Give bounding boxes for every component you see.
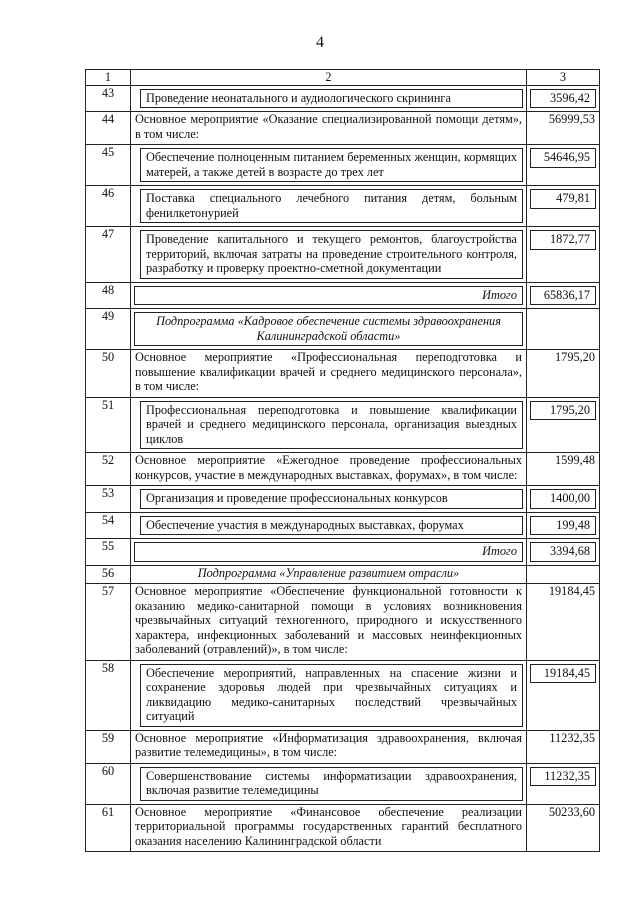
- row-value: 19184,45: [527, 584, 600, 661]
- row-number: 58: [86, 660, 131, 730]
- subprogram-title: Подпрограмма «Кадровое обеспечение системы здравоохранения Калининградской области»: [134, 312, 523, 346]
- row-description: Основное мероприятие «Профессиональная переподготовка и повышение квалификации врачей и среднего медицинского персонала», в том числе:: [131, 350, 527, 398]
- row-value: 1872,77: [530, 230, 596, 250]
- row-value: [527, 565, 600, 584]
- row-description: Профессиональная переподготовка и повышение квалификации врачей и среднего медицинского персонала, организация выездных циклов: [140, 401, 523, 450]
- row-number: 57: [86, 584, 131, 661]
- total-label: Итого: [134, 286, 523, 306]
- table-row-total: [86, 539, 600, 566]
- row-value: 1795,20: [530, 401, 596, 421]
- row-description: Поставка специального лечебного питания детям, больным фенилкетонурией: [140, 189, 523, 223]
- row-number: 49: [86, 309, 131, 350]
- row-number: 56: [86, 565, 131, 584]
- row-description: Обеспечение мероприятий, направленных на спасение жизни и сохранение здоровья людей при чрезвычайных ситуациях и ликвидацию медико-санитарных последствий чрезвычайных ситуаций: [140, 664, 523, 727]
- table-row: [86, 453, 600, 486]
- table-row: [86, 227, 600, 283]
- table-row-total: [86, 282, 600, 309]
- row-number: 55: [86, 539, 131, 566]
- row-description: Совершенствование системы информатизации здравоохранения, включая развитие телемедицины: [140, 767, 523, 801]
- row-description: Проведение неонатального и аудиологического скрининга: [140, 89, 523, 109]
- table-row: [86, 584, 600, 661]
- row-description: Основное мероприятие «Финансовое обеспечение реализации территориальной программы государственных гарантий бесплатного оказания населению Калининградской области: [131, 804, 527, 852]
- row-value: 3596,42: [530, 89, 596, 109]
- table-row: [86, 763, 600, 804]
- table-header-row: [86, 70, 600, 86]
- table-row: [86, 660, 600, 730]
- row-value: [527, 309, 600, 350]
- row-value: 1400,00: [530, 489, 596, 509]
- row-number: 47: [86, 227, 131, 283]
- row-description: Проведение капитального и текущего ремонтов, благоустройства территорий, включая затраты на проведение строительного контроля, разработку и проверку проектно-сметной документации: [140, 230, 523, 279]
- row-value: 1599,48: [527, 453, 600, 486]
- row-value: 56999,53: [527, 112, 600, 145]
- row-number: 52: [86, 453, 131, 486]
- row-number: 61: [86, 804, 131, 852]
- table-row: [86, 486, 600, 513]
- row-description: Обеспечение полноценным питанием беременных женщин, кормящих матерей, а также детей в возрасте до трех лет: [140, 148, 523, 182]
- row-description: Основное мероприятие «Ежегодное проведение профессиональных конкурсов, участие в международных выставках, форумах», в том числе:: [131, 453, 527, 486]
- table-row: [86, 85, 600, 112]
- row-value: 479,81: [530, 189, 596, 209]
- row-number: 60: [86, 763, 131, 804]
- row-value: 11232,35: [527, 730, 600, 763]
- row-number: 59: [86, 730, 131, 763]
- subprogram-title: Подпрограмма «Управление развитием отрасли»: [131, 565, 527, 584]
- table-row: [86, 512, 600, 539]
- table-row: [86, 804, 600, 852]
- row-value: 50233,60: [527, 804, 600, 852]
- header-col-2: 2: [131, 70, 527, 86]
- total-value: 65836,17: [530, 286, 596, 306]
- row-number: 50: [86, 350, 131, 398]
- row-number: 48: [86, 282, 131, 309]
- row-number: 46: [86, 186, 131, 227]
- table-row: [86, 112, 600, 145]
- row-description: Основное мероприятие «Обеспечение функциональной готовности к оказанию медико-санитарной помощи в условиях возникновения чрезвычайных ситуаций техногенного, природного и искусственного характера, инфекционных заболеваний и массовых неинфекционных заболеваний (отравлений)», в том числе:: [131, 584, 527, 661]
- row-value: 11232,35: [530, 767, 596, 787]
- table-row-subprogram: [86, 309, 600, 350]
- header-col-3: 3: [527, 70, 600, 86]
- row-number: 51: [86, 397, 131, 453]
- page-number: 4: [316, 34, 324, 51]
- row-value: 199,48: [530, 516, 596, 536]
- row-number: 53: [86, 486, 131, 513]
- row-number: 44: [86, 112, 131, 145]
- table-row: [86, 186, 600, 227]
- table-row: [86, 730, 600, 763]
- row-value: 54646,95: [530, 148, 596, 168]
- row-value: 1795,20: [527, 350, 600, 398]
- total-value: 3394,68: [530, 542, 596, 562]
- row-value: 19184,45: [530, 664, 596, 684]
- table-row: [86, 350, 600, 398]
- table-row-subprogram: [86, 565, 600, 584]
- table-row: [86, 145, 600, 186]
- row-description: Обеспечение участия в международных выставках, форумах: [140, 516, 523, 536]
- row-number: 43: [86, 85, 131, 112]
- total-label: Итого: [134, 542, 523, 562]
- row-description: Основное мероприятие «Информатизация здравоохранения, включая развитие телемедицины», в том числе:: [131, 730, 527, 763]
- header-col-1: 1: [86, 70, 131, 86]
- row-number: 45: [86, 145, 131, 186]
- row-description: Организация и проведение профессиональных конкурсов: [140, 489, 523, 509]
- row-number: 54: [86, 512, 131, 539]
- table-row: [86, 397, 600, 453]
- row-description: Основное мероприятие «Оказание специализированной помощи детям», в том числе:: [131, 112, 527, 145]
- budget-table: [85, 69, 600, 852]
